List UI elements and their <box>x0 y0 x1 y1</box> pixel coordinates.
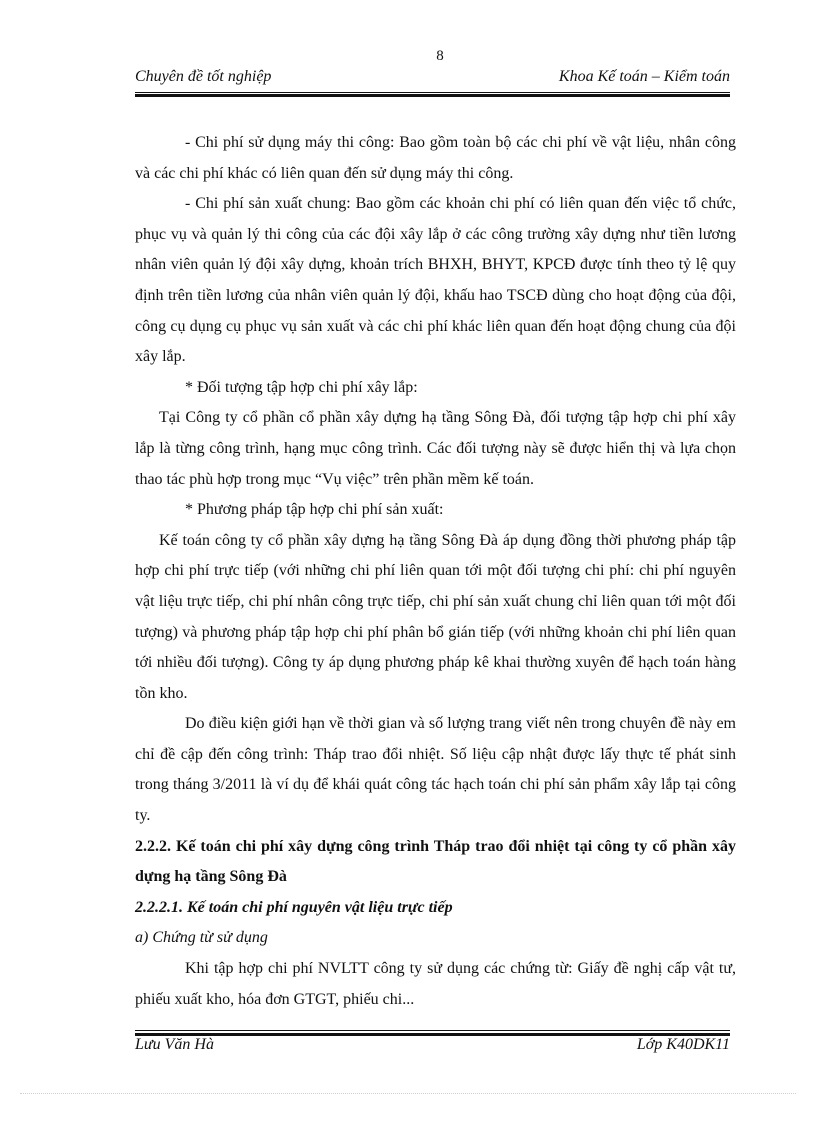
paragraph-documents: Khi tập hợp chi phí NVLTT công ty sử dụng các chứng từ: Giấy đề nghị cấp vật tư, phiếu xuất kho, hóa đơn GTGT, phiếu chi... <box>135 960 736 1008</box>
header-department: Khoa Kế toán – Kiểm toán <box>558 68 730 85</box>
header-rule-top <box>135 92 730 93</box>
paragraph-method-heading: * Phương pháp tập hợp chi phí sản xuất: <box>185 501 444 519</box>
footer-rule-top <box>135 1030 730 1031</box>
paragraph-general-cost: - Chi phí sản xuất chung: Bao gồm các khoản chi phí có liên quan đến việc tổ chức, phục vụ và quản lý thi công của các đội xây lắp ở các công trường xây dựng như tiền lương nhân viên quản lý đội xây dựng, khoản trích BHXH, BHYT, KPCĐ được tính theo tỷ lệ quy định trên tiền lương của nhân viên quản lý đội, khấu hao TSCĐ dùng cho hoạt động của đội, công cụ dụng cụ phục vụ sản xuất và các chi phí khác liên quan đến hoạt động chung của đội xây lắp. <box>135 195 736 366</box>
footer-class: Lớp K40DK11 <box>636 1036 730 1053</box>
subsection-heading: 2.2.2.1. Kế toán chi phí nguyên vật liệu trực tiếp <box>135 898 453 916</box>
page-body <box>135 128 736 1015</box>
header-document-title: Chuyên đề tốt nghiệp <box>135 68 272 85</box>
page-edge-divider <box>20 1093 796 1094</box>
paragraph-machine-cost: - Chi phí sử dụng máy thi công: Bao gồm toàn bộ các chi phí về vật liệu, nhân công và các chi phí khác có liên quan đến sử dụng máy thi công. <box>135 134 736 182</box>
paragraph-scope: Do điều kiện giới hạn về thời gian và số lượng trang viết nên trong chuyên đề này em chỉ đề cập đến công trình: Tháp trao đổi nhiệt. Số liệu cập nhật được lấy thực tế phát sinh trong tháng 3/2011 là ví dụ để khái quát công tác hạch toán chi phí sản phẩm xây lắp tại công ty. <box>135 715 736 825</box>
paragraph-method: Kế toán công ty cổ phần xây dựng hạ tầng Sông Đà áp dụng đồng thời phương pháp tập hợp chi phí trực tiếp (với những chi phí liên quan tới một đối tượng chi phí: chi phí nguyên vật liệu trực tiếp, chi phí nhân công trực tiếp, chi phí sản xuất chung chỉ liên quan tới một đối tượng) và phương pháp tập hợp chi phí phân bổ gián tiếp (với những khoản chi phí liên quan tới nhiều đối tượng). Công ty áp dụng phương pháp kê khai thường xuyên để hạch toán hàng tồn kho. <box>135 531 736 702</box>
section-heading: 2.2.2. Kế toán chi phí xây dựng công trình Tháp trao đổi nhiệt tại công ty cổ phần xây dựng hạ tầng Sông Đà <box>135 837 736 886</box>
paragraph-cost-object-heading: * Đối tượng tập hợp chi phí xây lắp: <box>185 378 418 396</box>
page-footer <box>135 1036 730 1058</box>
header-rule-bottom <box>135 94 730 97</box>
sub-subsection-heading: a) Chứng từ sử dụng <box>135 929 268 947</box>
paragraph-cost-object: Tại Công ty cổ phần cổ phần xây dựng hạ tầng Sông Đà, đối tượng tập hợp chi phí xây lắp là từng công trình, hạng mục công trình. Các đối tượng này sẽ được hiển thị và lựa chọn thao tác phù hợp trong mục “Vụ việc” trên phần mềm kế toán. <box>135 409 736 488</box>
footer-author: Lưu Văn Hà <box>135 1036 214 1053</box>
page-number: 8 <box>436 48 444 64</box>
page-header <box>135 68 730 90</box>
